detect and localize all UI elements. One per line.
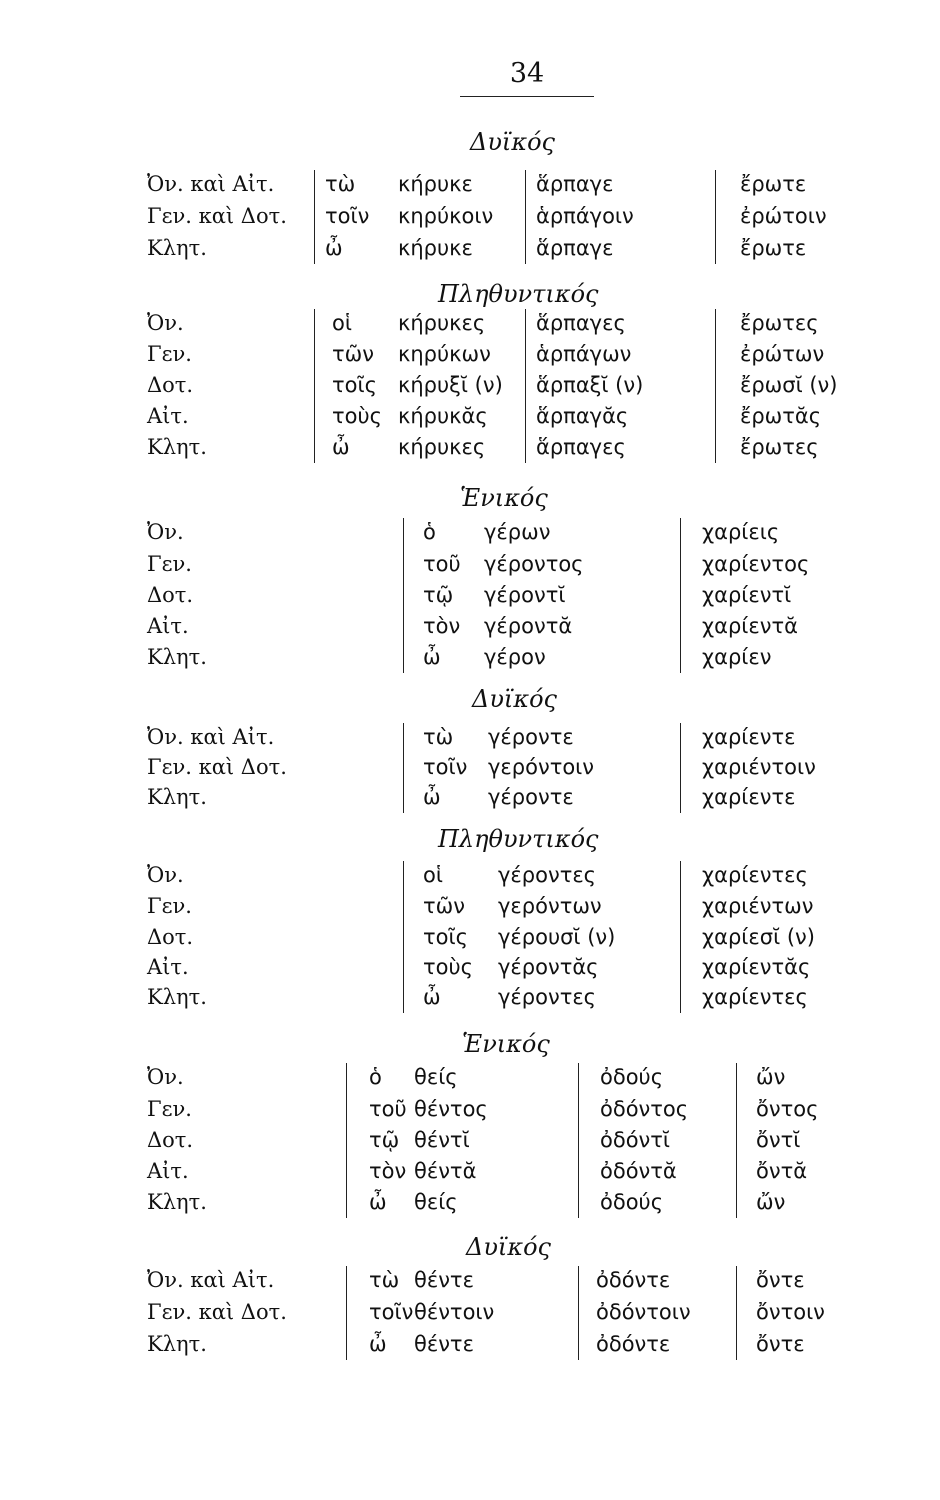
form-cell: ὀδούς [600, 1190, 664, 1214]
column-rule [736, 1063, 737, 1218]
form-cell: ἅρπαγᾰς [536, 404, 629, 428]
form-cell: γέροντες [498, 985, 597, 1009]
column-rule [346, 1266, 347, 1360]
case-label: Δοτ. [147, 1128, 194, 1152]
column-rule [736, 1266, 737, 1360]
form-cell: γερόντοιν [488, 755, 595, 779]
form-cell: θέντε [414, 1268, 474, 1292]
form-cell: ἁρπάγων [536, 342, 632, 366]
case-label: Ὀν. [147, 1065, 184, 1089]
form-cell: χαρίεντος [702, 552, 810, 576]
case-label: Κλητ. [147, 785, 207, 809]
article-cell: τοῦ [369, 1097, 407, 1121]
form-cell: χαριέντοιν [702, 755, 816, 779]
case-label: Γεν. καὶ Δοτ. [147, 1300, 287, 1324]
column-rule [680, 723, 681, 813]
page-number-rule [460, 96, 594, 97]
column-rule [525, 309, 526, 463]
article-cell: τοῖς [332, 373, 377, 397]
page-number: 34 [509, 58, 545, 89]
form-cell: γέροντῐ [484, 583, 566, 607]
article-cell: τοῖν [369, 1300, 414, 1324]
form-cell: γέροντᾰ [484, 614, 573, 638]
article-cell: τοὺς [423, 955, 473, 979]
section-heading: Δυϊκός [472, 685, 557, 713]
form-cell: ἅρπαγε [536, 236, 614, 260]
form-cell: κήρυκες [398, 435, 486, 459]
form-cell: κήρυκες [398, 311, 486, 335]
case-label: Δοτ. [147, 925, 194, 949]
case-label: Αἰτ. [147, 955, 189, 979]
article-cell: οἱ [423, 863, 443, 887]
form-cell: ὀδόντε [596, 1332, 671, 1356]
case-label: Κλητ. [147, 435, 207, 459]
article-cell: τὼ [325, 172, 356, 196]
form-cell: χαρίεις [702, 520, 780, 544]
article-cell: τῷ [369, 1128, 400, 1152]
article-cell: οἱ [332, 311, 352, 335]
form-cell: θείς [414, 1190, 458, 1214]
section-heading: Ἑνικός [460, 484, 548, 512]
article-cell: τῶν [423, 894, 465, 918]
form-cell: χαρίεντες [702, 985, 808, 1009]
article-cell: τοῖς [423, 925, 468, 949]
column-rule [680, 861, 681, 1013]
article-cell: ὁ [423, 520, 436, 544]
case-label: Γεν. [147, 1097, 192, 1121]
form-cell: ὀδόντος [600, 1097, 689, 1121]
form-cell: κήρυκε [398, 172, 473, 196]
column-rule [314, 309, 315, 463]
article-cell: τὼ [423, 725, 454, 749]
case-label: Ὀν. καὶ Αἰτ. [147, 172, 275, 196]
case-label: Γεν. [147, 894, 192, 918]
form-cell: ἔρωτε [740, 236, 807, 260]
form-cell: ὀδόντᾰ [600, 1159, 677, 1183]
form-cell: χαρίεσῐ (ν) [702, 925, 815, 949]
form-cell: ἔρωτε [740, 172, 807, 196]
case-label: Αἰτ. [147, 1159, 189, 1183]
form-cell: θέντῐ [414, 1128, 470, 1152]
article-cell: τοῦ [423, 552, 461, 576]
case-label: Ὀν. καὶ Αἰτ. [147, 725, 275, 749]
section-heading: Ἑνικός [462, 1030, 550, 1058]
section-heading: Πληθυντικός [438, 825, 599, 853]
form-cell: γέροντε [488, 785, 574, 809]
form-cell: ὤν [756, 1065, 786, 1089]
form-cell: ἐρώτων [740, 342, 825, 366]
column-rule [578, 1266, 579, 1360]
form-cell: χαρίεντες [702, 863, 808, 887]
form-cell: γέρον [484, 645, 546, 669]
article-cell: τοὺς [332, 404, 382, 428]
form-cell: χαρίεντᾰς [702, 955, 811, 979]
article-cell: ὁ [369, 1065, 382, 1089]
form-cell: θέντᾰ [414, 1159, 477, 1183]
article-cell: τοῖν [423, 755, 468, 779]
form-cell: ἔρωτᾰς [740, 404, 822, 428]
form-cell: γέροντᾰς [498, 955, 599, 979]
form-cell: θέντοιν [414, 1300, 495, 1324]
case-label: Γεν. καὶ Δοτ. [147, 755, 287, 779]
column-rule [525, 170, 526, 264]
form-cell: ὄντε [756, 1268, 805, 1292]
case-label: Γεν. [147, 552, 192, 576]
form-cell: ἅρπαγες [536, 435, 626, 459]
form-cell: ὄντοιν [756, 1300, 825, 1324]
form-cell: κήρυξῐ (ν) [398, 373, 503, 397]
form-cell: γερόντων [498, 894, 602, 918]
form-cell: κήρυκᾰς [398, 404, 488, 428]
form-cell: ἅρπαξῐ (ν) [536, 373, 644, 397]
form-cell: χαρίεντᾰ [702, 614, 798, 638]
case-label: Ὀν. [147, 520, 184, 544]
case-label: Ὀν. καὶ Αἰτ. [147, 1268, 275, 1292]
form-cell: ὄντε [756, 1332, 805, 1356]
case-label: Γεν. καὶ Δοτ. [147, 204, 287, 228]
article-cell: τῶν [332, 342, 374, 366]
column-rule [403, 518, 404, 673]
column-rule [403, 723, 404, 813]
column-rule [715, 309, 716, 463]
column-rule [578, 1063, 579, 1218]
case-label: Κλητ. [147, 1190, 207, 1214]
column-rule [715, 170, 716, 264]
form-cell: χαρίεντε [702, 725, 796, 749]
form-cell: χαρίεντῐ [702, 583, 792, 607]
article-cell: ὦ [369, 1332, 387, 1356]
form-cell: ἐρώτοιν [740, 204, 827, 228]
form-cell: ὄντᾰ [756, 1159, 808, 1183]
case-label: Κλητ. [147, 985, 207, 1009]
form-cell: ὀδούς [600, 1065, 664, 1089]
section-heading: Πληθυντικός [438, 280, 599, 308]
form-cell: γέροντος [484, 552, 584, 576]
column-rule [403, 861, 404, 1013]
form-cell: κήρυκε [398, 236, 473, 260]
form-cell: ἔρωτες [740, 435, 819, 459]
article-cell: τὸν [369, 1159, 407, 1183]
form-cell: γέροντες [498, 863, 597, 887]
article-cell: ὦ [423, 785, 441, 809]
column-rule [680, 518, 681, 673]
case-label: Δοτ. [147, 373, 194, 397]
article-cell: τοῖν [325, 204, 370, 228]
case-label: Γεν. [147, 342, 192, 366]
form-cell: ἔρωσῐ (ν) [740, 373, 838, 397]
section-heading: Δυϊκός [470, 128, 555, 156]
form-cell: θέντος [414, 1097, 488, 1121]
form-cell: χαρίεν [702, 645, 772, 669]
form-cell: ὀδόντῐ [600, 1128, 671, 1152]
form-cell: ἁρπάγοιν [536, 204, 634, 228]
column-rule [346, 1063, 347, 1218]
form-cell: γέροντε [488, 725, 574, 749]
case-label: Κλητ. [147, 1332, 207, 1356]
article-cell: ὦ [423, 985, 441, 1009]
case-label: Κλητ. [147, 236, 207, 260]
column-rule [314, 170, 315, 264]
form-cell: ὄντῐ [756, 1128, 801, 1152]
article-cell: τὼ [369, 1268, 400, 1292]
form-cell: γέρουσῐ (ν) [498, 925, 616, 949]
form-cell: θείς [414, 1065, 458, 1089]
form-cell: χαρίεντε [702, 785, 796, 809]
case-label: Ὀν. [147, 863, 184, 887]
form-cell: κηρύκοιν [398, 204, 494, 228]
form-cell: ὀδόντε [596, 1268, 671, 1292]
form-cell: κηρύκων [398, 342, 491, 366]
form-cell: ἅρπαγε [536, 172, 614, 196]
article-cell: ὦ [369, 1190, 387, 1214]
form-cell: ὀδόντοιν [596, 1300, 691, 1324]
case-label: Αἰτ. [147, 404, 189, 428]
form-cell: ἔρωτες [740, 311, 819, 335]
form-cell: γέρων [484, 520, 551, 544]
article-cell: τῷ [423, 583, 454, 607]
article-cell: ὦ [332, 435, 350, 459]
form-cell: ὤν [756, 1190, 786, 1214]
form-cell: ὄντος [756, 1097, 819, 1121]
case-label: Αἰτ. [147, 614, 189, 638]
article-cell: τὸν [423, 614, 461, 638]
case-label: Ὀν. [147, 311, 184, 335]
section-heading: Δυϊκός [466, 1233, 551, 1261]
article-cell: ὦ [423, 645, 441, 669]
form-cell: ἅρπαγες [536, 311, 626, 335]
form-cell: θέντε [414, 1332, 474, 1356]
form-cell: χαριέντων [702, 894, 814, 918]
case-label: Κλητ. [147, 645, 207, 669]
article-cell: ὦ [325, 236, 343, 260]
case-label: Δοτ. [147, 583, 194, 607]
